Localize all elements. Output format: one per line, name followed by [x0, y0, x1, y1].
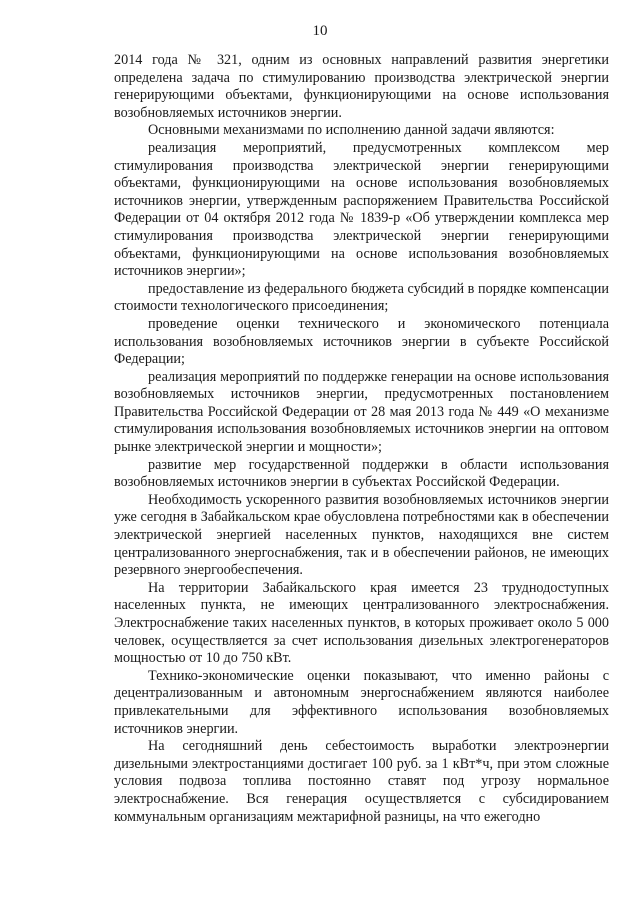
paragraph-economic-assessment: Технико-экономические оценки показывают, что именно районы с децентрализованным и автономным энергоснабжением являются наиболее привлекательными для эффективного использования возобновляемых источников энергии. — [114, 667, 609, 737]
paragraph-mechanisms-intro: Основными механизмами по исполнению данной задачи являются: — [148, 122, 555, 139]
paragraph-assessment-list-item: проведение оценки технического и экономического потенциала использования возобновляемых источников энергии в субъекте Российской Федерации; — [114, 315, 609, 368]
paragraph-cost: На сегодняшний день себестоимость выработки электроэнергии дизельными электростанциями достигает 100 руб. за 1 кВт*ч, при этом сложные условия подвоза топлива постоянно ставят под угрозу нормальное электроснабжение. Вся генерация осуществляется с субсидированием коммунальным организациям межтарифной разницы, на что ежегодно — [114, 738, 609, 825]
paragraph-necessity: Необходимость ускоренного развития возобновляемых источников энергии уже сегодня в Забайкальском крае обусловлена потребностями как в обеспечении электрической энергией населенных пунктов, находящихся вне систем централизованного энергоснабжения, так и в обеспечении районов, не имеющих резервного энергообеспечения. — [114, 491, 609, 579]
paragraph-generation-support-list-item: реализация мероприятий по поддержке генерации на основе использования возобновляемых источников энергии, предусмотренных постановлением Правительства Российской Федерации от 28 мая 2013 года № 449 «О механизме стимулирования использования возобновляемых источников энергии на оптовом рынке электрической энергии и мощности»; — [114, 368, 609, 456]
page-number: 10 — [312, 23, 328, 39]
paragraph-subsidies-list-item: предоставление из федерального бюджета субсидий в порядке компенсации стоимости технологического присоединения; — [114, 280, 609, 315]
paragraph-state-support-list-item: развитие мер государственной поддержки в области использования возобновляемых источников энергии в субъектах Российской Федерации. — [114, 456, 609, 491]
paragraph-territory: На территории Забайкальского края имеется 23 труднодоступных населенных пункта, не имеющих централизованного электроснабжения. Электроснабжение таких населенных пунктов, в которых проживает около 5 000 человек, осуществляется за счет использования дизельных электрогенераторов мощностью от 10 до 750 кВт. — [114, 579, 609, 667]
paragraph-continuation: 2014 года № 321, одним из основных направлений развития энергетики определена задача по стимулированию производства электрической энергии генерирующими объектами, функционирующими на основе использования возобновляемых источников энергии. — [114, 52, 609, 121]
document-body — [114, 52, 609, 826]
paragraph-measures-list-item: реализация мероприятий, предусмотренных комплексом мер стимулирования производства электрической энергии генерирующими объектами, функционирующими на основе использования возобновляемых источников энергии, утвержденным распоряжением Правительства Российской Федерации от 04 октября 2012 года № 1839-р «Об утверждении комплекса мер стимулирования производства электрической энергии генерирующими объектами, функционирующими на основе использования возобновляемых источников энергии»; — [114, 139, 609, 280]
